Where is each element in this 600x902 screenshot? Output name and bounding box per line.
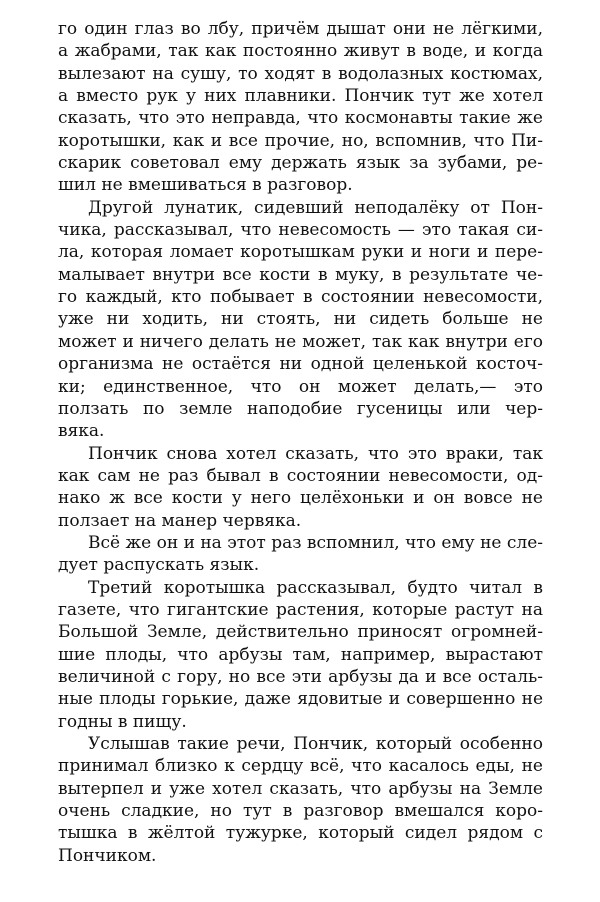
text-line: вылезают на сушу, то ходят в водолазных костюмах, bbox=[58, 63, 543, 84]
text-line: скарик советовал ему держать язык за зубами, ре- bbox=[58, 153, 543, 174]
book-page-text bbox=[58, 18, 543, 867]
text-line: как сам не раз бывал в состоянии невесомости, од- bbox=[58, 465, 543, 486]
text-line: а жабрами, так как постоянно живут в воде, и когда bbox=[58, 41, 543, 62]
text-line: организма не остаётся ни одной целенькой косточ- bbox=[58, 354, 543, 375]
text-line: годны в пищу. bbox=[58, 711, 187, 732]
text-line: величиной с гору, но все эти арбузы да и все осталь- bbox=[58, 666, 543, 687]
text-line: го каждый, кто побывает в состоянии невесомости, bbox=[58, 287, 543, 308]
text-line: ползает на манер червяка. bbox=[58, 510, 302, 531]
paragraph bbox=[58, 443, 543, 532]
text-line: нако ж все кости у него целёхоньки и он вовсе не bbox=[58, 488, 543, 509]
text-line: го один глаз во лбу, причём дышат они не лёгкими, bbox=[58, 19, 543, 39]
paragraph bbox=[58, 733, 543, 867]
paragraph bbox=[58, 577, 543, 733]
text-line: сказать, что это неправда, что космонавты такие же bbox=[58, 108, 543, 129]
text-line: вытерпел и уже хотел сказать, что арбузы на Земле bbox=[58, 778, 543, 799]
text-line: Большой Земле, действительно приносят огромней- bbox=[58, 622, 543, 643]
text-line: газете, что гигантские растения, которые растут на bbox=[58, 599, 543, 620]
text-line: ные плоды горькие, даже ядовитые и совершенно не bbox=[58, 689, 543, 710]
text-line: ползать по земле наподобие гусеницы или чер- bbox=[58, 398, 543, 419]
text-line: Услышав такие речи, Пончик, который особенно bbox=[88, 734, 543, 754]
text-line: уже ни ходить, ни стоять, ни сидеть больше не bbox=[58, 309, 543, 330]
text-line: дует распускать язык. bbox=[58, 555, 260, 576]
text-line: малывает внутри все кости в муку, в результате че- bbox=[58, 264, 543, 285]
text-line: Третий коротышка рассказывал, будто читал в bbox=[88, 577, 543, 598]
text-line: шил не вмешиваться в разговор. bbox=[58, 175, 353, 196]
text-line: очень сладкие, но тут в разговор вмешался коро- bbox=[58, 801, 543, 822]
text-line: вяка. bbox=[58, 421, 105, 442]
text-line: чика, рассказывал, что невесомость — это такая си- bbox=[58, 220, 543, 241]
text-line: Другой лунатик, сидевший неподалёку от Пон- bbox=[88, 197, 543, 218]
text-line: ла, которая ломает коротышкам руки и ноги и пере- bbox=[58, 242, 543, 263]
text-line: ки; единственное, что он может делать,— это bbox=[58, 376, 543, 397]
paragraph bbox=[58, 197, 543, 443]
text-line: тышка в жёлтой тужурке, который сидел рядом с bbox=[58, 823, 543, 844]
text-line: Пончиком. bbox=[58, 845, 157, 866]
text-line: шие плоды, что арбузы там, например, вырастают bbox=[58, 644, 543, 665]
paragraph bbox=[58, 532, 543, 577]
text-line: принимал близко к сердцу всё, что касалось еды, не bbox=[58, 756, 543, 777]
text-line: Пончик снова хотел сказать, что это враки, так bbox=[88, 443, 543, 464]
text-line: Всё же он и на этот раз вспомнил, что ему не сле- bbox=[88, 532, 543, 553]
text-line: может и ничего делать не может, так как внутри его bbox=[58, 331, 543, 352]
paragraph bbox=[58, 18, 543, 197]
text-line: коротышки, как и все прочие, но, вспомнив, что Пи- bbox=[58, 130, 543, 151]
text-line: а вместо рук у них плавники. Пончик тут же хотел bbox=[58, 86, 543, 107]
